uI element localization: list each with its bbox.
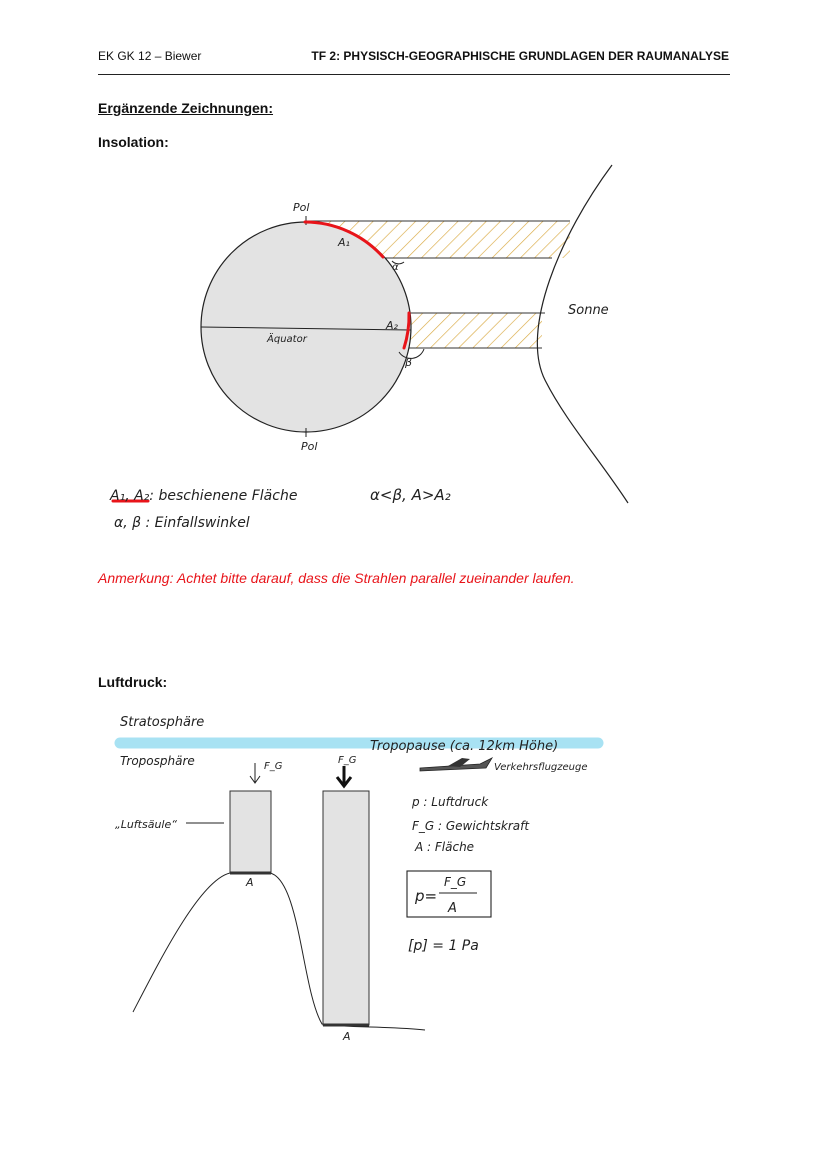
- alpha-label: α: [392, 262, 399, 273]
- def-p: p : Luftdruck: [412, 795, 489, 809]
- luftdruck-heading: Luftdruck:: [98, 674, 168, 690]
- relation-text: α<β, A>A₂: [370, 486, 451, 504]
- troposphere-label: Troposphäre: [120, 754, 195, 768]
- section-title: Ergänzende Zeichnungen:: [98, 100, 274, 116]
- air-column-tall: [323, 791, 369, 1025]
- equator-label: Äquator: [267, 334, 307, 345]
- header-course: EK GK 12 – Biewer: [98, 49, 202, 63]
- formula-numerator: F_G: [444, 875, 467, 889]
- insolation-diagram: [109, 165, 628, 531]
- beta-label: β: [405, 356, 413, 369]
- formula-denominator: A: [448, 901, 457, 916]
- sun-label: Sonne: [568, 303, 609, 318]
- pole-bottom-label: Pol: [301, 440, 318, 453]
- legend-area: A₁, A₂: beschienene Fläche: [110, 488, 298, 504]
- area-right-label: A: [343, 1030, 351, 1043]
- luftsaeule-label: „Luftsäule“: [115, 818, 177, 831]
- terrain-line: [133, 873, 425, 1030]
- insolation-heading: Insolation:: [98, 134, 169, 150]
- pole-top-label: Pol: [293, 201, 310, 214]
- header-topic: TF 2: PHYSISCH-GEOGRAPHISCHE GRUNDLAGEN DER RAUMANALYSE: [311, 49, 729, 63]
- parallel-rays-note: Anmerkung: Achtet bitte darauf, dass die Strahlen parallel zueinander laufen.: [98, 570, 575, 586]
- fg-large-label: F_G: [338, 755, 357, 766]
- tropopause-label: Tropopause (ca. 12km Höhe): [370, 739, 559, 754]
- unit-text: [p] = 1 Pa: [408, 938, 479, 954]
- air-column-short: [230, 791, 271, 873]
- sun-ray-band-lower: [405, 313, 542, 348]
- def-fg: F_G : Gewichtskraft: [412, 819, 530, 833]
- airplane-icon: [420, 758, 492, 771]
- legend-angle: α, β : Einfallswinkel: [114, 515, 250, 531]
- area-left-label: A: [246, 876, 254, 889]
- luftdruck-diagram: [115, 715, 598, 1043]
- a2-label: A₂: [386, 319, 398, 332]
- def-a: A : Fläche: [415, 840, 475, 854]
- formula-lhs: p=: [415, 887, 438, 905]
- fg-small-label: F_G: [264, 761, 283, 772]
- stratosphere-label: Stratosphäre: [120, 715, 205, 730]
- sun-outline: [537, 165, 628, 503]
- a1-label: A₁: [338, 236, 350, 249]
- airplane-label: Verkehrsflugzeuge: [494, 762, 588, 773]
